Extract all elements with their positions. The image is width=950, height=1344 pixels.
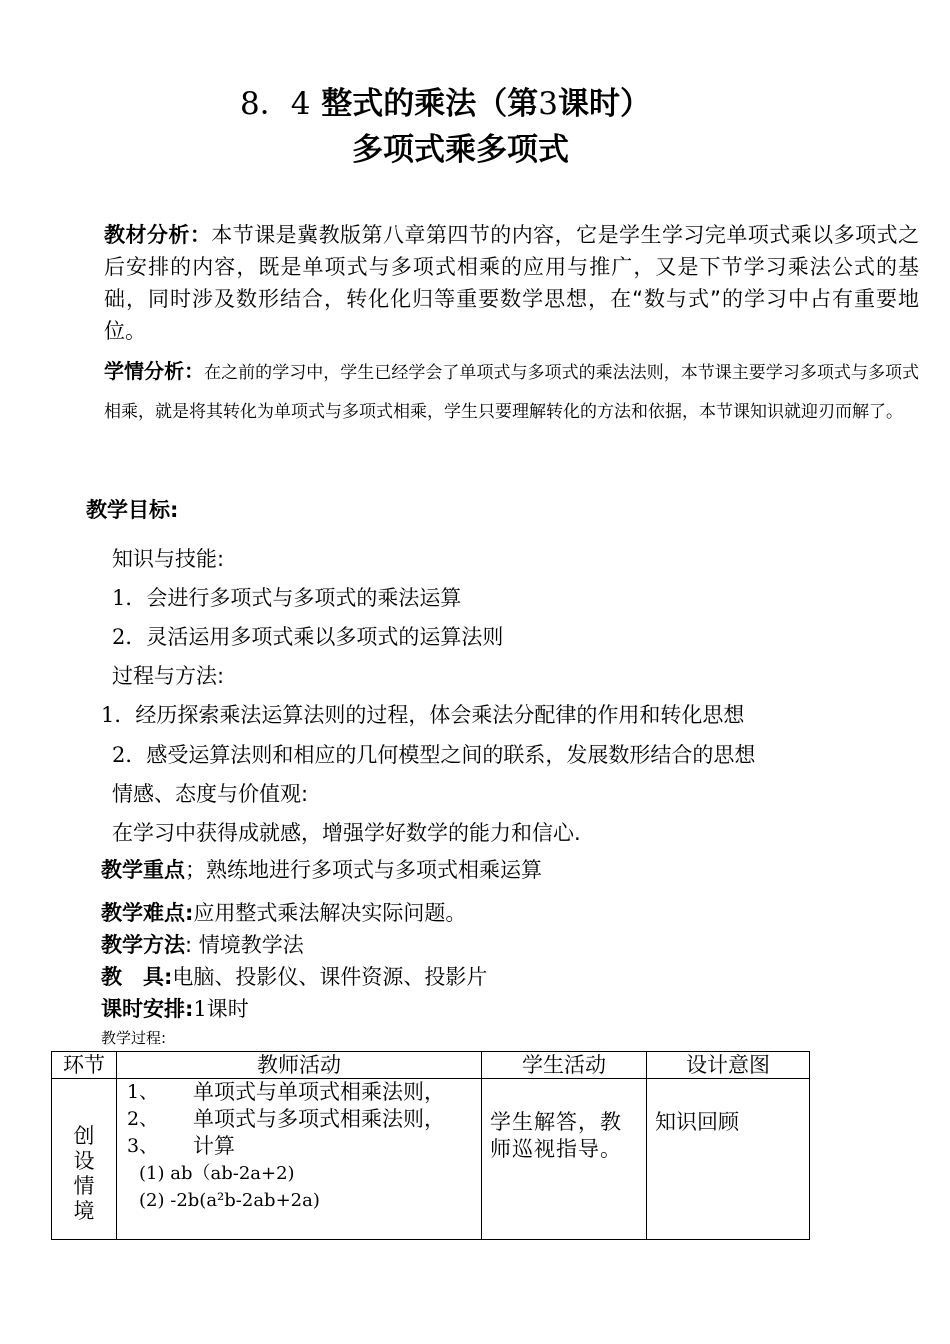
process-item-2 bbox=[112, 739, 755, 769]
expression-2 bbox=[117, 1187, 481, 1214]
teaching-process-table bbox=[51, 1051, 810, 1240]
teacher-item-2-text: 单项式与多项式相乘法则， bbox=[193, 1107, 445, 1131]
schedule-num: 1 bbox=[193, 997, 207, 1021]
focus-label: 教学重点 bbox=[101, 858, 185, 882]
tools-line bbox=[101, 961, 487, 991]
title-number: 8．4 bbox=[240, 86, 311, 122]
process-item-2-text: 感受运算法则和相应的几何模型之间的联系，发展数形结合的思想 bbox=[146, 743, 756, 767]
knowledge-item-2-num: 2． bbox=[112, 625, 147, 649]
knowledge-item-2 bbox=[112, 621, 503, 651]
title-main: 整式的乘法（第 bbox=[321, 86, 539, 122]
focus-text: ；熟练地进行多项式与多项式相乘运算 bbox=[185, 858, 542, 882]
method-line bbox=[101, 929, 304, 959]
difficulty-text: 应用整式乘法解决实际问题。 bbox=[193, 901, 467, 925]
knowledge-item-1-num: 1． bbox=[112, 586, 147, 610]
title-end: 课时） bbox=[557, 86, 651, 122]
student-label: 学情分析： bbox=[104, 359, 205, 383]
process-item-1-text: 经历探索乘法运算法则的过程，体会乘法分配律的作用和转化思想 bbox=[135, 703, 745, 727]
student-text: 在之前的学习中，学生已经学会了单项式与多项式的乘法法则，本节课主要学习多项式与多项式相乘，就是将其转化为单项式与多项式相乘，学生只要理解转化的方法和依据，本节课知识就迎刃而解了。 bbox=[104, 363, 919, 422]
material-text: 本节课是冀教版第八章第四节的内容，它是学生学习完单项式乘以多项式之后安排的内容，既是单项式与多项式相乘的应用与推广，又是下节学习乘法公式的基础，同时涉及数形结合，转化化归等重要数学思想，在“数与式”的学习中占有重要地位。 bbox=[104, 223, 919, 343]
header-student: 学生活动 bbox=[482, 1052, 647, 1079]
teacher-item-1 bbox=[117, 1079, 481, 1106]
difficulty-label: 教学难点: bbox=[101, 901, 194, 925]
process-item-1-num: 1． bbox=[101, 703, 136, 727]
knowledge-title: 知识与技能: bbox=[112, 547, 225, 571]
expression-1-text: ab（ab-2a+2) bbox=[170, 1163, 295, 1184]
design-cell bbox=[647, 1079, 810, 1240]
knowledge-item-2-text: 灵活运用多项式乘以多项式的运算法则 bbox=[146, 625, 504, 649]
knowledge-item-1-text: 会进行多项式与多项式的乘法运算 bbox=[146, 586, 462, 610]
page-title bbox=[240, 78, 651, 123]
table-row bbox=[52, 1079, 810, 1240]
emotion-text: 在学习中获得成就感，增强学好数学的能力和信心. bbox=[112, 821, 581, 845]
process-item-1 bbox=[101, 699, 744, 729]
goals-label: 教学目标: bbox=[86, 498, 179, 522]
tools-text: 电脑、投影仪、课件资源、投影片 bbox=[172, 965, 488, 989]
teacher-cell bbox=[117, 1079, 482, 1240]
process-item-2-num: 2． bbox=[112, 743, 147, 767]
teacher-item-2-num: 2、 bbox=[127, 1108, 159, 1130]
student-analysis bbox=[68, 352, 919, 432]
method-text: : 情境教学法 bbox=[185, 933, 304, 957]
stage-cell bbox=[52, 1079, 117, 1240]
teacher-item-1-num: 1、 bbox=[127, 1081, 159, 1103]
emotion-title: 情感、态度与价值观: bbox=[112, 782, 309, 806]
method-label: 教学方法 bbox=[101, 933, 185, 957]
teacher-item-1-text: 单项式与单项式相乘法则， bbox=[193, 1080, 445, 1104]
knowledge-item-1 bbox=[112, 582, 461, 612]
process-title: 过程与方法: bbox=[112, 664, 225, 688]
student-cell bbox=[482, 1079, 647, 1240]
header-stage: 环节 bbox=[52, 1052, 117, 1079]
header-teacher: 教师活动 bbox=[117, 1052, 482, 1079]
material-label: 教材分析： bbox=[104, 223, 212, 247]
table-header-row bbox=[52, 1052, 810, 1079]
teacher-item-3-num: 3、 bbox=[127, 1135, 159, 1157]
schedule-label: 课时安排: bbox=[101, 997, 194, 1021]
teacher-item-2 bbox=[117, 1106, 481, 1133]
expression-1-label: (1) bbox=[139, 1163, 165, 1184]
header-design: 设计意图 bbox=[647, 1052, 810, 1079]
expression-1 bbox=[117, 1160, 481, 1187]
tools-label: 教 具: bbox=[101, 965, 173, 989]
difficulty-line bbox=[101, 897, 466, 927]
focus-line bbox=[101, 854, 542, 884]
expression-2-label: (2) bbox=[139, 1190, 165, 1211]
teacher-item-3 bbox=[117, 1133, 481, 1160]
title-number-2: 3 bbox=[538, 86, 558, 122]
expression-2-text: -2b(a²b-2ab+2a) bbox=[170, 1190, 320, 1211]
material-analysis bbox=[68, 219, 919, 347]
design-intent-text: 知识回顾 bbox=[655, 1110, 739, 1134]
teacher-item-3-text: 计算 bbox=[193, 1134, 235, 1158]
process-label: 教学过程: bbox=[101, 1029, 167, 1047]
page-subtitle: 多项式乘多项式 bbox=[352, 132, 569, 168]
schedule-line bbox=[101, 993, 249, 1023]
stage-text: 创设情境 bbox=[73, 1124, 95, 1223]
schedule-text: 课时 bbox=[206, 997, 249, 1021]
student-activity-text: 学生解答，教师巡视指导。 bbox=[490, 1110, 622, 1161]
